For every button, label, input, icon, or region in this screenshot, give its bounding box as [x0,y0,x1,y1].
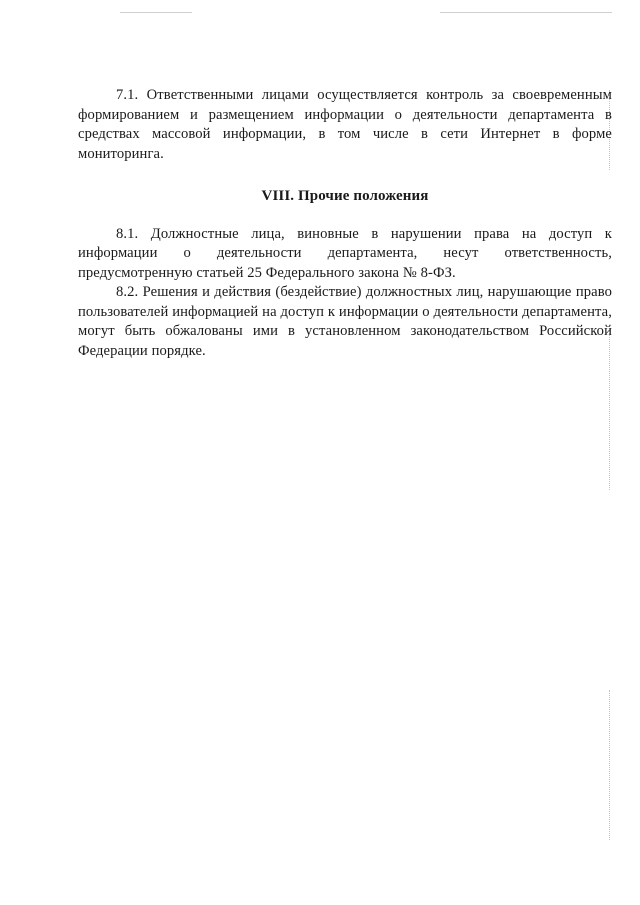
document-body [78,86,612,361]
section-heading-8: VIII. Прочие положения [261,188,429,204]
paragraph-8-1: 8.1. Должностные лица, виновные в нарушении права на доступ к информации о деятельности департамента, несут ответственность, предусмотренную статьей 25 Федерального закона № 8-ФЗ. [78,225,612,281]
scan-artifact-right-edge-3 [609,690,612,840]
scan-artifact-top-left [120,12,192,13]
paragraph-7-1: 7.1. Ответственными лицами осуществляется контроль за своевременным формированием и размещением информации о деятельности департамента в средствах массовой информации, в том числе в сети Интернет в форме мониторинга. [78,87,612,162]
scan-artifact-top-right [440,12,612,13]
paragraph-8-2: 8.2. Решения и действия (бездействие) должностных лиц, нарушающие право пользователей информацией на доступ к информации о деятельности департамента, могут быть обжалованы ими в установленном законодательством Российской Федерации порядке. [78,284,612,359]
